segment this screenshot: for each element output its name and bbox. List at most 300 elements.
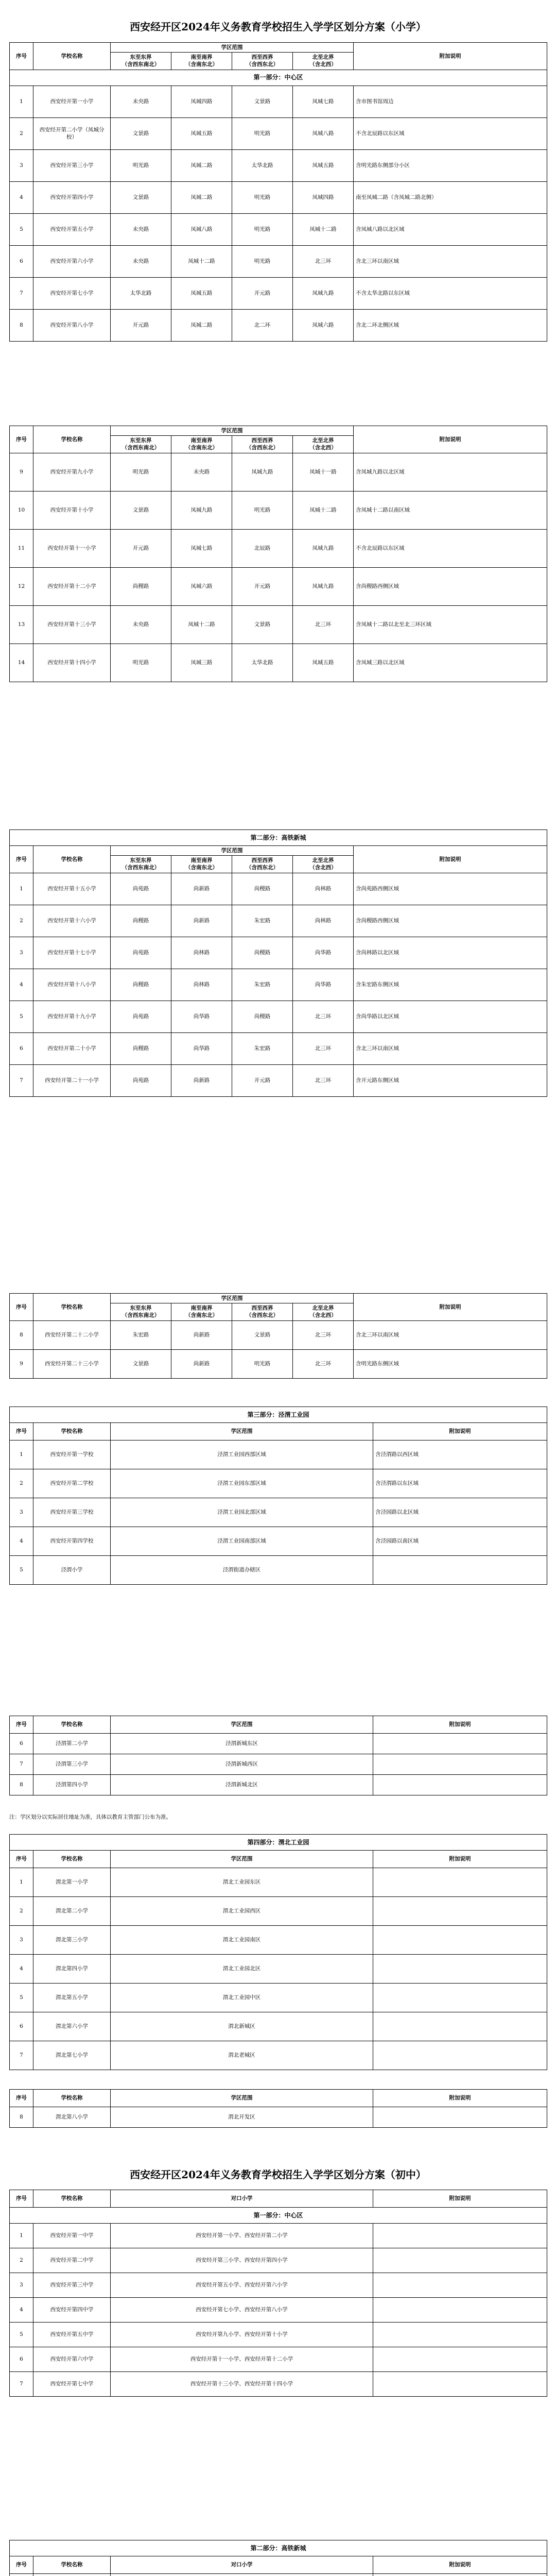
header-north: 北至北界 （含北西） xyxy=(293,856,354,873)
cell-school: 渭北第八小学 xyxy=(33,2107,111,2128)
p1b-table xyxy=(9,426,547,682)
cell-num: 3 xyxy=(10,937,33,969)
cell-school: 西安经开第二小学（凤城分校） xyxy=(33,117,111,149)
cell-south: 凤城八路 xyxy=(171,213,232,245)
cell-note: 含泾园路以北区域 xyxy=(373,1498,547,1527)
header-note: 附加说明 xyxy=(373,1423,547,1440)
cell-west: 开元路 xyxy=(232,1064,293,1096)
header-note: 附加说明 xyxy=(373,2556,547,2574)
cell-east: 尚稷路 xyxy=(111,1032,171,1064)
header-note: 附加说明 xyxy=(354,1294,547,1321)
cell-num: 1 xyxy=(10,1440,33,1469)
cell-west: 明光路 xyxy=(232,245,293,277)
header-row xyxy=(10,2090,547,2107)
cell-note: 含尚华路以北区域 xyxy=(354,1001,547,1032)
header-school: 学校名称 xyxy=(33,846,111,873)
cell-east: 未央路 xyxy=(111,213,171,245)
cell-school: 渭北第五小学 xyxy=(33,1984,111,2012)
table-row xyxy=(10,491,547,529)
cell-school: 西安经开第十小学 xyxy=(33,491,111,529)
header-scope: 学区范围 xyxy=(111,1851,373,1868)
cell-west: 尚稷路 xyxy=(232,937,293,969)
cell-text: 渭北工业园东区 xyxy=(111,1868,373,1897)
cell-note xyxy=(373,1556,547,1585)
table-row xyxy=(10,1897,547,1926)
cell-school: 西安经开第五中学 xyxy=(33,2323,111,2347)
cell-west: 明光路 xyxy=(232,491,293,529)
cell-west: 明光路 xyxy=(232,181,293,213)
cell-school: 渭北第二小学 xyxy=(33,1897,111,1926)
cell-note xyxy=(373,2012,547,2041)
header-note: 附加说明 xyxy=(373,2090,547,2107)
cell-east: 开元路 xyxy=(111,529,171,567)
section-row xyxy=(10,1407,547,1423)
header-north: 北至北界 （含北西） xyxy=(293,53,354,70)
table-row xyxy=(10,529,547,567)
cell-east: 明光路 xyxy=(111,643,171,682)
section-title: 第一部分：中心区 xyxy=(10,70,547,86)
cell-note: 含凤城十二路以北至北三环区域 xyxy=(354,605,547,643)
cell-school: 西安经开第四中学 xyxy=(33,2298,111,2323)
cell-text: 泾渭街道办辖区 xyxy=(111,1556,373,1585)
cell-num: 8 xyxy=(10,2107,33,2128)
cell-note xyxy=(373,1984,547,2012)
header-school: 学校名称 xyxy=(33,1423,111,1440)
cell-note: 不含北辰路以东区域 xyxy=(354,529,547,567)
cell-text: 渭北工业园西区 xyxy=(111,1897,373,1926)
cell-num: 6 xyxy=(10,245,33,277)
header-row xyxy=(10,43,547,53)
cell-east: 文景路 xyxy=(111,117,171,149)
cell-south: 凤城七路 xyxy=(171,529,232,567)
cell-west: 北二环 xyxy=(232,309,293,341)
header-row xyxy=(10,1423,547,1440)
p4b-table xyxy=(9,2089,547,2128)
cell-school: 泾渭小学 xyxy=(33,1556,111,1585)
header-west: 西至西界 （含西东北） xyxy=(232,856,293,873)
cell-num xyxy=(10,2574,33,2576)
cell-north: 凤城十二路 xyxy=(293,213,354,245)
cell-text: 泾渭新城西区 xyxy=(111,1754,373,1775)
cell-north: 尚林路 xyxy=(293,905,354,937)
cell-text: 泾渭工业园东部区域 xyxy=(111,1469,373,1498)
header-feeder: 对口小学 xyxy=(111,2190,373,2208)
cell-note: 含尚苑路西侧区域 xyxy=(354,873,547,905)
cell-note: 含市图书馆周边 xyxy=(354,86,547,117)
cell-north: 北三环 xyxy=(293,1320,354,1349)
cell-note xyxy=(373,2372,547,2397)
cell-num: 6 xyxy=(10,2347,33,2372)
cell-school: 西安经开第四小学 xyxy=(33,181,111,213)
cell-school: 西安经开第一小学 xyxy=(33,86,111,117)
cell-note: 含凤城九路以北区域 xyxy=(354,453,547,491)
header-scope: 学区范围 xyxy=(111,1423,373,1440)
cell-note: 含尚林路以北区域 xyxy=(354,937,547,969)
header-scope: 学区范围 xyxy=(111,2090,373,2107)
table-row xyxy=(10,1527,547,1556)
cell-note: 含北三环以南区域 xyxy=(354,245,547,277)
cell-west: 朱宏路 xyxy=(232,905,293,937)
cell-text: 渭北工业园北区 xyxy=(111,1955,373,1984)
table-row xyxy=(10,1001,547,1032)
cell-num: 1 xyxy=(10,2224,33,2248)
cell-north: 凤城九路 xyxy=(293,529,354,567)
table-row xyxy=(10,277,547,309)
cell-school: 泾渭第四小学 xyxy=(33,1775,111,1795)
cell-south: 凤城十二路 xyxy=(171,605,232,643)
table-row xyxy=(10,1320,547,1349)
cell-note xyxy=(373,1868,547,1897)
cell-feeder: 西安经开第一小学、西安经开第二小学 xyxy=(111,2224,373,2248)
table-row xyxy=(10,86,547,117)
header-school: 学校名称 xyxy=(33,1851,111,1868)
table-row xyxy=(10,245,547,277)
cell-south: 凤城三路 xyxy=(171,643,232,682)
header-scope: 学区范围 xyxy=(111,1294,354,1303)
cell-note: 含北三环以南区域 xyxy=(354,1032,547,1064)
section-title: 第三部分：泾渭工业园 xyxy=(10,1407,547,1423)
cell-school: 西安经开第三中学 xyxy=(33,2273,111,2298)
cell-num: 12 xyxy=(10,567,33,605)
cell-num: 8 xyxy=(10,1775,33,1795)
table-row xyxy=(10,2372,547,2397)
header-note: 附加说明 xyxy=(354,426,547,453)
cell-east: 尚稷路 xyxy=(111,969,171,1001)
cell-note: 不含太华北路以东区域 xyxy=(354,277,547,309)
cell-school: 西安经开第十三小学 xyxy=(33,605,111,643)
cell-north: 凤城四路 xyxy=(293,181,354,213)
table-row xyxy=(10,2323,547,2347)
cell-school: 西安经开第十八小学 xyxy=(33,969,111,1001)
cell-note xyxy=(373,1926,547,1955)
section-title: 第四部分：渭北工业园 xyxy=(10,1835,547,1851)
cell-note xyxy=(373,1897,547,1926)
cell-num: 2 xyxy=(10,2248,33,2273)
table-row xyxy=(10,567,547,605)
cell-south: 尚新路 xyxy=(171,1064,232,1096)
cell-note: 含尚稷路西侧区域 xyxy=(354,905,547,937)
header-east: 东至东界 （含西东南北） xyxy=(111,436,171,453)
table-row xyxy=(10,1064,547,1096)
header-north: 北至北界 （含北西） xyxy=(293,1303,354,1320)
cell-south: 凤城九路 xyxy=(171,491,232,529)
cell-east: 太华北路 xyxy=(111,277,171,309)
header-scope: 学区范围 xyxy=(111,1716,373,1734)
cell-school: 西安经开第十七小学 xyxy=(33,937,111,969)
cell-num: 5 xyxy=(10,2323,33,2347)
cell-west: 开元路 xyxy=(232,277,293,309)
cell-north: 凤城五路 xyxy=(293,149,354,181)
table-row xyxy=(10,2574,547,2576)
header-row xyxy=(10,1851,547,1868)
cell-school: 西安经开第三小学 xyxy=(33,149,111,181)
header-east: 东至东界 （含西东南北） xyxy=(111,53,171,70)
table-row xyxy=(10,2012,547,2041)
cell-south: 未央路 xyxy=(171,453,232,491)
cell-note xyxy=(373,2273,547,2298)
table-row xyxy=(10,643,547,682)
header-num: 序号 xyxy=(10,2556,33,2574)
cell-num: 9 xyxy=(10,453,33,491)
header-row xyxy=(10,1294,547,1303)
cell-text: 渭北工业园南区 xyxy=(111,1926,373,1955)
cell-east: 尚苑路 xyxy=(111,937,171,969)
table-row xyxy=(10,117,547,149)
cell-note: 含开元路东侧区域 xyxy=(354,1064,547,1096)
cell-note xyxy=(373,2041,547,2070)
cell-east: 尚稷路 xyxy=(111,567,171,605)
cell-south: 凤城二路 xyxy=(171,309,232,341)
cell-note: 不含北辰路以东区域 xyxy=(354,117,547,149)
cell-school: 渭北第三小学 xyxy=(33,1926,111,1955)
header-note: 附加说明 xyxy=(354,43,547,70)
table-row xyxy=(10,2298,547,2323)
cell-num: 4 xyxy=(10,1955,33,1984)
cell-west: 文景路 xyxy=(232,1320,293,1349)
cell-school: 西安经开第十九小学 xyxy=(33,1001,111,1032)
header-scope: 学区范围 xyxy=(111,846,354,856)
cell-west: 凤城九路 xyxy=(232,453,293,491)
cell-west: 文景路 xyxy=(232,86,293,117)
cell-school: 西安经开第三学校 xyxy=(33,1498,111,1527)
header-school: 学校名称 xyxy=(33,1294,111,1321)
cell-north: 尚华路 xyxy=(293,969,354,1001)
cell-note: 含泾园路以南区域 xyxy=(373,1527,547,1556)
cell-east: 文景路 xyxy=(111,1349,171,1378)
header-east: 东至东界 （含西东南北） xyxy=(111,856,171,873)
cell-south: 尚林路 xyxy=(171,937,232,969)
cell-east: 朱宏路 xyxy=(111,1320,171,1349)
header-num: 序号 xyxy=(10,2190,33,2208)
header-row xyxy=(10,1716,547,1734)
cell-num: 1 xyxy=(10,873,33,905)
section-title: 第二部分：高铁新城 xyxy=(10,830,547,846)
table-row xyxy=(10,1868,547,1897)
cell-south: 尚新路 xyxy=(171,873,232,905)
cell-north: 北三环 xyxy=(293,1349,354,1378)
cell-school: 渭北第七小学 xyxy=(33,2041,111,2070)
table-row xyxy=(10,213,547,245)
cell-num: 7 xyxy=(10,2372,33,2397)
cell-east: 尚苑路 xyxy=(111,873,171,905)
cell-south: 凤城十二路 xyxy=(171,245,232,277)
cell-south: 凤城五路 xyxy=(171,277,232,309)
m2-table xyxy=(9,2540,547,2576)
cell-school: 西安经开第二十三小学 xyxy=(33,1349,111,1378)
section-title: 第一部分：中心区 xyxy=(10,2208,547,2224)
cell-note: 含泾渭路以东区域 xyxy=(373,1469,547,1498)
table-row xyxy=(10,1775,547,1795)
header-num: 序号 xyxy=(10,1851,33,1868)
cell-north: 北三环 xyxy=(293,245,354,277)
cell-north: 凤城八路 xyxy=(293,117,354,149)
header-row xyxy=(10,426,547,436)
header-south: 南至南界 （含南东北） xyxy=(171,1303,232,1320)
cell-note: 含朱宏路东侧区域 xyxy=(354,969,547,1001)
header-num: 序号 xyxy=(10,1294,33,1321)
cell-num: 7 xyxy=(10,277,33,309)
cell-north: 凤城五路 xyxy=(293,643,354,682)
cell-school: 渭北第一小学 xyxy=(33,1868,111,1897)
cell-north: 凤城十二路 xyxy=(293,491,354,529)
header-num: 序号 xyxy=(10,43,33,70)
cell-num: 13 xyxy=(10,605,33,643)
cell-east: 明光路 xyxy=(111,453,171,491)
cell-num: 9 xyxy=(10,1349,33,1378)
table-row xyxy=(10,905,547,937)
cell-school: 西安经开第七小学 xyxy=(33,277,111,309)
p2b-table xyxy=(9,1293,547,1379)
p4-table xyxy=(9,1834,547,2070)
cell-school: 西安经开第五小学 xyxy=(33,213,111,245)
cell-north: 北三环 xyxy=(293,1064,354,1096)
cell-num: 8 xyxy=(10,309,33,341)
cell-note xyxy=(373,1955,547,1984)
cell-school: 渭北第四小学 xyxy=(33,1955,111,1984)
cell-north: 尚华路 xyxy=(293,937,354,969)
cell-num: 3 xyxy=(10,1926,33,1955)
cell-text: 泾渭工业园北部区域 xyxy=(111,1498,373,1527)
header-num: 序号 xyxy=(10,1716,33,1734)
cell-num: 2 xyxy=(10,117,33,149)
cell-east: 尚苑路 xyxy=(111,1001,171,1032)
cell-num: 2 xyxy=(10,1469,33,1498)
header-south: 南至南界 （含南东北） xyxy=(171,856,232,873)
header-scope: 学区范围 xyxy=(111,426,354,436)
cell-note: 含泾渭路以西区域 xyxy=(373,1440,547,1469)
cell-school: 西安经开第二十一小学 xyxy=(33,1064,111,1096)
table-row xyxy=(10,2041,547,2070)
table-row xyxy=(10,969,547,1001)
cell-north: 凤城十一路 xyxy=(293,453,354,491)
cell-school: 西安经开第六中学 xyxy=(33,2347,111,2372)
cell-school: 西安经开第十二小学 xyxy=(33,567,111,605)
section-row xyxy=(10,70,547,86)
cell-note: 含明光路东侧部分小区 xyxy=(354,149,547,181)
cell-west: 太华北路 xyxy=(232,149,293,181)
cell-text: 泾渭工业园西部区域 xyxy=(111,1440,373,1469)
section-row xyxy=(10,2208,547,2224)
cell-num: 3 xyxy=(10,149,33,181)
cell-num: 7 xyxy=(10,1754,33,1775)
cell-south: 尚华路 xyxy=(171,1032,232,1064)
cell-note xyxy=(373,2248,547,2273)
table-row xyxy=(10,309,547,341)
cell-text: 泾渭新城东区 xyxy=(111,1734,373,1754)
header-east: 东至东界 （含西东南北） xyxy=(111,1303,171,1320)
cell-num: 11 xyxy=(10,529,33,567)
header-note: 附加说明 xyxy=(354,846,547,873)
table-row xyxy=(10,2107,547,2128)
cell-school: 西安经开第七中学 xyxy=(33,2372,111,2397)
cell-east: 文景路 xyxy=(111,491,171,529)
table-row xyxy=(10,1926,547,1955)
cell-num: 2 xyxy=(10,1897,33,1926)
p3-table xyxy=(9,1406,547,1585)
table-row xyxy=(10,1984,547,2012)
cell-num: 2 xyxy=(10,905,33,937)
title-middle: 西安经开区2024年义务教育学校招生入学学区划分方案（初中） xyxy=(130,2168,426,2181)
cell-west: 明光路 xyxy=(232,213,293,245)
cell-num: 4 xyxy=(10,2298,33,2323)
cell-south: 凤城二路 xyxy=(171,149,232,181)
m1-table xyxy=(9,2190,547,2397)
table-row xyxy=(10,605,547,643)
cell-south: 凤城六路 xyxy=(171,567,232,605)
cell-east: 开元路 xyxy=(111,309,171,341)
table-row xyxy=(10,181,547,213)
cell-note: 南至凤城二路（含凤城二路北侧） xyxy=(354,181,547,213)
cell-school xyxy=(33,2574,111,2576)
header-num: 序号 xyxy=(10,2090,33,2107)
cell-east: 未央路 xyxy=(111,86,171,117)
header-note: 附加说明 xyxy=(373,1716,547,1734)
table-row xyxy=(10,1498,547,1527)
table-row xyxy=(10,2248,547,2273)
cell-west: 尚稷路 xyxy=(232,1001,293,1032)
table-row xyxy=(10,1469,547,1498)
cell-north: 凤城九路 xyxy=(293,277,354,309)
cell-north: 尚林路 xyxy=(293,873,354,905)
header-school: 学校名称 xyxy=(33,426,111,453)
cell-note: 含凤城八路以北区域 xyxy=(354,213,547,245)
section-row xyxy=(10,1835,547,1851)
header-school: 学校名称 xyxy=(33,2090,111,2107)
table-row xyxy=(10,1955,547,1984)
header-feeder: 对口小学 xyxy=(111,2556,373,2574)
cell-note xyxy=(373,2574,547,2576)
cell-school: 西安经开第九小学 xyxy=(33,453,111,491)
cell-num: 3 xyxy=(10,1498,33,1527)
table-row xyxy=(10,1349,547,1378)
table-row xyxy=(10,2273,547,2298)
cell-num: 5 xyxy=(10,1556,33,1585)
cell-school: 西安经开第二学校 xyxy=(33,1469,111,1498)
cell-text: 渭北开发区 xyxy=(111,2107,373,2128)
header-row xyxy=(10,2556,547,2574)
cell-num: 8 xyxy=(10,1320,33,1349)
cell-note: 含凤城十二路以南区域 xyxy=(354,491,547,529)
table-row xyxy=(10,1556,547,1585)
header-note: 附加说明 xyxy=(373,1851,547,1868)
cell-west: 朱宏路 xyxy=(232,969,293,1001)
cell-school: 西安经开第八小学 xyxy=(33,309,111,341)
cell-east: 尚稷路 xyxy=(111,905,171,937)
cell-note xyxy=(373,2107,547,2128)
cell-num: 4 xyxy=(10,969,33,1001)
section-row xyxy=(10,2540,547,2556)
cell-num: 5 xyxy=(10,1984,33,2012)
p-note: 注：学区划分以实际居住地址为准，具体以教育主管部门公布为准。 xyxy=(9,1814,171,1820)
cell-text: 泾渭新城北区 xyxy=(111,1775,373,1795)
cell-note xyxy=(373,2224,547,2248)
cell-north: 凤城七路 xyxy=(293,86,354,117)
header-note: 附加说明 xyxy=(373,2190,547,2208)
cell-note: 含北三环以南区域 xyxy=(354,1320,547,1349)
cell-west: 明光路 xyxy=(232,117,293,149)
section-title: 第二部分：高铁新城 xyxy=(10,2540,547,2556)
cell-school: 泾渭第二小学 xyxy=(33,1734,111,1754)
cell-num: 5 xyxy=(10,213,33,245)
cell-school: 西安经开第四学校 xyxy=(33,1527,111,1556)
table-row xyxy=(10,2347,547,2372)
header-north: 北至北界 （含北西） xyxy=(293,436,354,453)
cell-num: 1 xyxy=(10,86,33,117)
cell-feeder: 西安经开第三小学、西安经开第四小学 xyxy=(111,2248,373,2273)
cell-south: 凤城四路 xyxy=(171,86,232,117)
cell-west: 尚稷路 xyxy=(232,873,293,905)
header-school: 学校名称 xyxy=(33,43,111,70)
